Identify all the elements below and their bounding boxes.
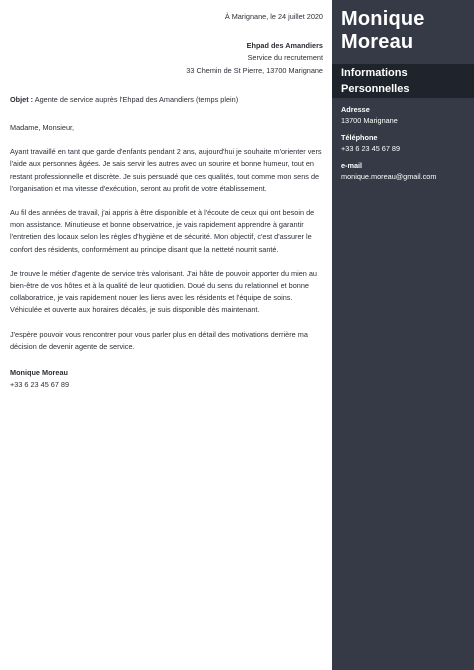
personal-info-title-line2: Personnelles: [341, 82, 410, 95]
letter-object: [10, 94, 323, 106]
personal-info-title-line1: Informations: [341, 67, 408, 79]
paragraph-4: J'espère pouvoir vous rencontrer pour vous parler plus en détail des motivations derrière ma décision de devenir agente de service.: [10, 329, 308, 351]
phone-label: Téléphone: [341, 133, 378, 142]
address-value: 13700 Marignane: [341, 116, 398, 125]
recipient-block: [10, 40, 323, 77]
sidebar-last-name: Moreau: [341, 31, 414, 53]
letter-date: À Marignane, le 24 juillet 2020: [224, 12, 323, 21]
personal-info-list: [341, 104, 471, 188]
signature-name: Monique Moreau: [10, 368, 68, 378]
personal-info-title: [341, 66, 466, 97]
paragraph-2: Au fil des années de travail, j'ai appris à être disponible et à l'écoute de ceux qui ont besoin de mon assistance. Minutieuse et bonne observatrice, je vais rapidement apprendre à garantir l'entretien des locaux selon les règles d'hygiène et de sécurité. Mon objectif, c'est d'assurer le confort des résidents, conformément au principe disant que la netteté nourrit santé.: [10, 208, 315, 254]
email-value[interactable]: monique.moreau@gmail.com: [341, 172, 437, 181]
phone-value: +33 6 23 45 67 89: [341, 144, 401, 153]
letter-body: [10, 11, 323, 391]
recipient-department: Service du recrutement: [247, 53, 323, 63]
paragraph-3: Je trouve le métier d'agente de service très valorisant. J'ai hâte de pouvoir apporter du mien au bien-être de vos hôtes et à la qualité de leur quotidien. Doué du sens du relationnel et bonne collaboratrice, je vais rapidement nouer les liens avec les résidents et l'équipe de soins. Véhiculée et ouverte aux horaires décalés, je suis disponible dès maintenant.: [10, 268, 317, 315]
sidebar-name: [341, 8, 471, 54]
personal-info-header: [332, 64, 474, 98]
signature-block: [10, 367, 323, 391]
sidebar: [332, 0, 474, 670]
signature-phone: +33 6 23 45 67 89: [10, 380, 70, 390]
sidebar-first-name: Monique: [341, 8, 425, 30]
address-label: Adresse: [341, 105, 370, 114]
object-text: Agente de service auprès l'Ehpad des Amandiers (temps plein): [34, 94, 239, 104]
recipient-name: Ehpad des Amandiers: [246, 41, 323, 51]
email-label: e-mail: [341, 161, 363, 170]
salutation: Madame, Monsieur,: [10, 123, 75, 133]
paragraph-1: Ayant travaillé en tant que garde d'enfants pendant 2 ans, aujourd'hui je souhaite m'orienter vers l'aide aux personnes âgées. Je sais servir les autres avec un sourire et bonne humeur, tout en restant professionnelle et discrète. Je suis persuadé que ces qualités, tout comme mon sens de l'organisation et ma vitesse d'exécution, seront au profit de votre établissement.: [10, 147, 322, 193]
recipient-address: 33 Chemin de St Pierre, 13700 Marignane: [186, 65, 323, 75]
object-label: Objet :: [10, 94, 34, 104]
